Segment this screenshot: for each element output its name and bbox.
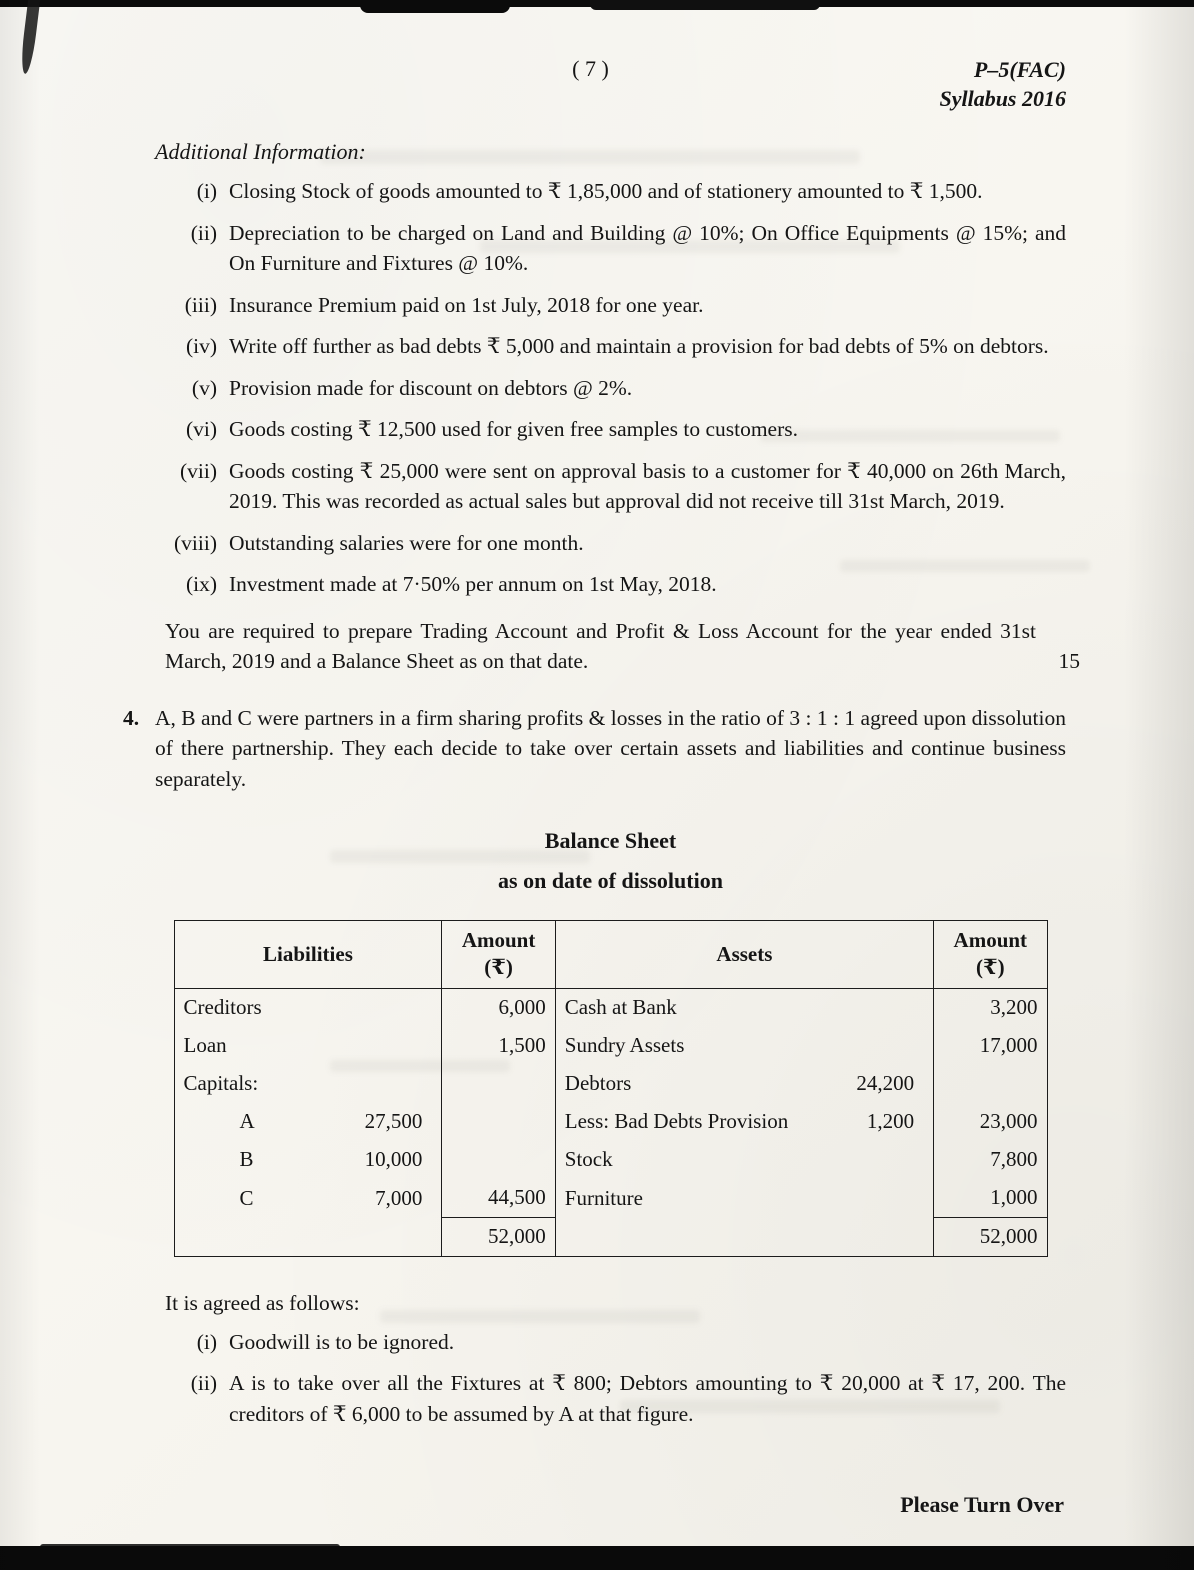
agreement-list xyxy=(155,1327,1066,1430)
liability-subamount: 7,000 xyxy=(375,1185,423,1210)
info-item-viii xyxy=(155,528,1066,559)
table-row xyxy=(174,1103,1047,1141)
additional-info-list xyxy=(155,176,1066,600)
table-row xyxy=(174,1065,1047,1103)
asset-name: Sundry Assets xyxy=(564,1033,685,1058)
page-number: ( 7 ) xyxy=(572,56,609,81)
liability-amount: 44,500 xyxy=(442,1179,555,1218)
info-item-text: Insurance Premium paid on 1st July, 2018 for one year. xyxy=(229,292,704,317)
liability-name: Capitals: xyxy=(183,1071,259,1096)
info-item-label: (v) xyxy=(191,375,217,400)
info-item-text: Investment made at 7·50% per annum on 1st May, 2018. xyxy=(229,572,717,597)
info-item-ii xyxy=(155,218,1066,279)
liability-subamount: 10,000 xyxy=(364,1147,423,1172)
liabilities-total: 52,000 xyxy=(442,1217,555,1256)
turn-over-note: Please Turn Over xyxy=(900,1492,1064,1517)
info-item-label: (viii) xyxy=(174,530,217,555)
asset-subamount: 1,200 xyxy=(866,1109,915,1134)
info-item-text: Outstanding salaries were for one month. xyxy=(229,530,584,555)
asset-name: Debtors xyxy=(564,1071,632,1096)
info-item-vi xyxy=(155,414,1066,445)
agreement-item-text: A is to take over all the Fixtures at ₹ 800; Debtors amounting to ₹ 20,000 at ₹ 17, 200. The creditors of ₹ 6,000 to be assumed by A at that figure. xyxy=(229,1371,1066,1426)
table-row xyxy=(174,988,1047,1027)
table-total-row xyxy=(174,1217,1047,1256)
liability-amount: 1,500 xyxy=(442,1027,555,1065)
asset-name: Stock xyxy=(564,1147,613,1172)
asset-amount xyxy=(934,1065,1047,1103)
liability-amount: 6,000 xyxy=(442,988,555,1027)
info-item-text: Provision made for discount on debtors @ 2%. xyxy=(229,375,633,400)
col-header-liabilities: Liabilities xyxy=(174,921,442,989)
info-item-label: (iii) xyxy=(184,292,217,317)
agreement-item-ii xyxy=(155,1368,1066,1429)
agreement-heading: It is agreed as follows: xyxy=(165,1290,360,1315)
asset-amount: 7,800 xyxy=(934,1141,1047,1179)
table-row xyxy=(174,1141,1047,1179)
syllabus-label: Syllabus 2016 xyxy=(939,85,1066,111)
balance-sheet-subtitle: as on date of dissolution xyxy=(498,868,723,894)
info-item-label: (ii) xyxy=(190,220,217,245)
assets-total: 52,000 xyxy=(934,1217,1047,1256)
asset-name: Less: Bad Debts Provision xyxy=(564,1109,789,1134)
agreement-item-i xyxy=(155,1327,1066,1358)
agreement-item-label: (i) xyxy=(196,1329,217,1354)
amount-label: Amount xyxy=(461,928,536,953)
paper-code: P–5(FAC) xyxy=(973,57,1066,82)
asset-amount: 23,000 xyxy=(934,1103,1047,1141)
page-header xyxy=(155,56,1066,113)
question-4 xyxy=(123,703,1066,795)
info-item-text: Goods costing ₹ 25,000 were sent on approval basis to a customer for ₹ 40,000 on 26th March, 2019. This was recorded as actual sales but approval did not receive till 31st March, 2019. xyxy=(229,458,1066,514)
liability-name: A xyxy=(239,1109,255,1134)
question-text: A, B and C were partners in a firm sharing profits & losses in the ratio of 3 : 1 : 1 agreed upon dissolution of there partnership. They each decide to take over certain assets and liabilities and continue business separately. xyxy=(155,705,1066,791)
additional-info-heading: Additional Information: xyxy=(155,139,366,165)
table-row xyxy=(174,1179,1047,1218)
empty-cell xyxy=(174,1217,442,1256)
question-number: 4. xyxy=(123,705,140,730)
info-item-label: (vii) xyxy=(179,458,217,483)
empty-cell xyxy=(555,1217,933,1256)
balance-sheet-title: Balance Sheet xyxy=(544,828,677,854)
info-item-iv xyxy=(155,331,1066,362)
liability-amount xyxy=(442,1065,555,1103)
col-header-amount-liabilities xyxy=(442,921,555,989)
amount-label: Amount xyxy=(953,928,1028,953)
liability-amount xyxy=(442,1103,555,1141)
asset-amount: 17,000 xyxy=(934,1027,1047,1065)
paper-identifier xyxy=(629,56,1066,113)
rupee-label: (₹) xyxy=(975,954,1005,979)
liability-name: C xyxy=(239,1185,254,1210)
agreement-item-text: Goodwill is to be ignored. xyxy=(229,1329,455,1354)
rupee-label: (₹) xyxy=(484,954,513,979)
info-item-label: (vi) xyxy=(185,417,217,442)
requirement-paragraph xyxy=(165,616,1080,677)
liability-name: Loan xyxy=(183,1033,227,1058)
col-header-assets: Assets xyxy=(555,921,933,989)
asset-name: Furniture xyxy=(564,1185,643,1210)
marks-value: 15 xyxy=(1058,649,1080,674)
info-item-vii xyxy=(155,456,1066,517)
table-header-row xyxy=(174,921,1047,989)
liability-name: B xyxy=(239,1147,254,1172)
info-item-i xyxy=(155,176,1066,207)
info-item-iii xyxy=(155,290,1066,321)
info-item-text: Depreciation to be charged on Land and Building @ 10%; On Office Equipments @ 15%; and On Furniture and Fixtures @ 10%. xyxy=(229,220,1066,276)
asset-name: Cash at Bank xyxy=(564,995,677,1020)
liability-subamount: 27,500 xyxy=(364,1109,423,1134)
asset-amount: 1,000 xyxy=(934,1179,1047,1218)
liability-amount xyxy=(442,1141,555,1179)
balance-sheet-table xyxy=(174,920,1048,1257)
info-item-text: Closing Stock of goods amounted to ₹ 1,85,000 and of stationery amounted to ₹ 1,500. xyxy=(229,179,983,204)
table-row xyxy=(174,1027,1047,1065)
requirement-text: You are required to prepare Trading Account and Profit & Loss Account for the year ended 31st March, 2019 and a Balance Sheet as on that date. xyxy=(165,618,1036,674)
info-item-text: Goods costing ₹ 12,500 used for given free samples to customers. xyxy=(229,417,798,442)
agreement-item-label: (ii) xyxy=(190,1371,217,1396)
info-item-text: Write off further as bad debts ₹ 5,000 and maintain a provision for bad debts of 5% on debtors. xyxy=(229,334,1049,359)
info-item-label: (ix) xyxy=(185,572,217,597)
info-item-ix xyxy=(155,569,1066,600)
scan-artifact-bottom-blob xyxy=(40,1544,340,1550)
info-item-label: (iv) xyxy=(185,334,217,359)
info-item-v xyxy=(155,373,1066,404)
col-header-amount-assets xyxy=(934,921,1047,989)
asset-subamount: 24,200 xyxy=(856,1071,915,1096)
asset-amount: 3,200 xyxy=(934,988,1047,1027)
liability-name: Creditors xyxy=(183,995,262,1020)
info-item-label: (i) xyxy=(196,179,217,204)
